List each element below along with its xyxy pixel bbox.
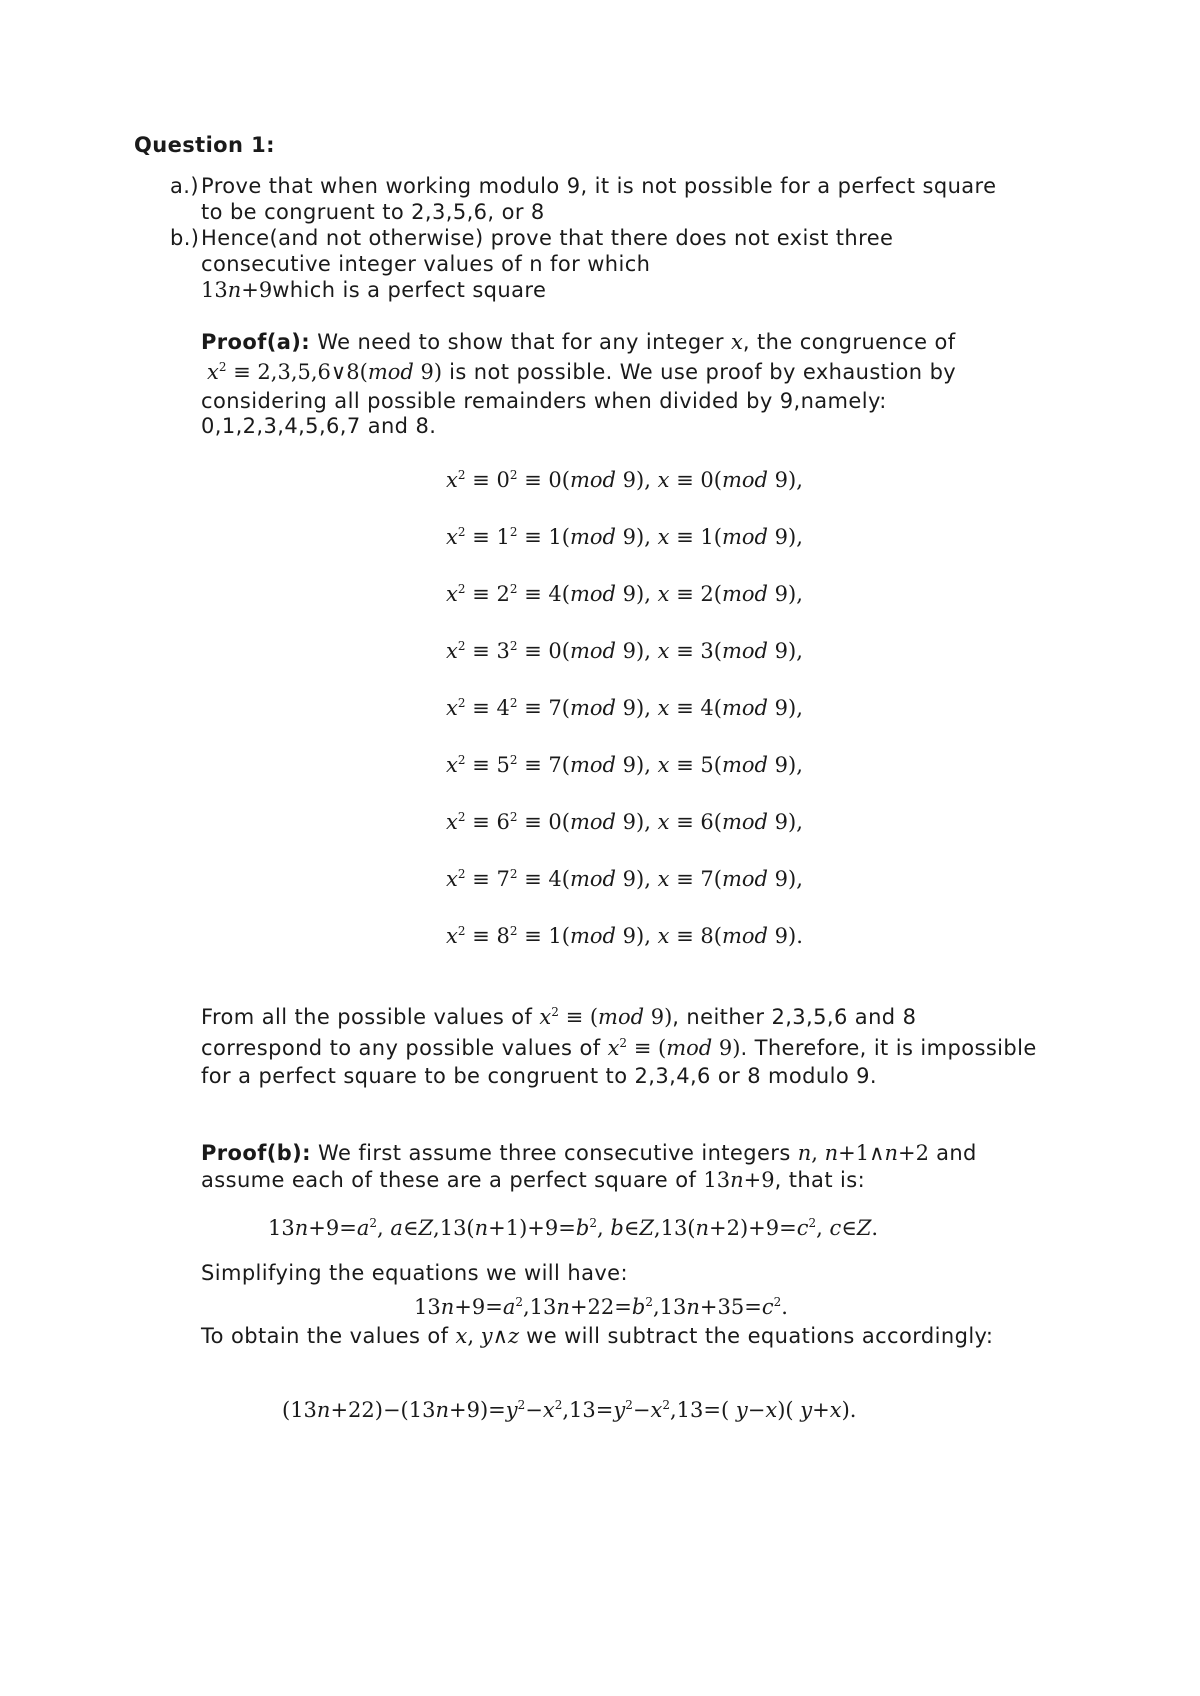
part-b-line-3: 13n+9which is a perfect square: [201, 278, 547, 302]
proof-a-conclusion-3: for a perfect square to be congruent to 2,3,4,6 or 8 modulo 9.: [201, 1064, 877, 1088]
part-a-line-1: Prove that when working modulo 9, it is not possible for a perfect square: [201, 174, 997, 198]
proof-b-obtain: To obtain the values of x, y∧z we will subtract the equations accordingly:: [201, 1324, 994, 1348]
proof-a-intro-2: $x^2$ ≡ 2,3,5,6∨8(mod 9) is not possible. We use proof by exhaustion by: [207, 360, 957, 384]
square-congruence-row: $x^2 \equiv 4^2 \equiv 7(mod$ 9), x ≡ 4(mod 9),: [446, 696, 803, 720]
equation-subtraction: $(13n+22)-(13n+9)=y^2-x^2,13=y^2-x^2,13=$( y−x)( y+x).: [282, 1398, 857, 1422]
proof-a-intro-3: considering all possible remainders when divided by 9,namely:: [201, 389, 887, 413]
square-congruence-row: $x^2 \equiv 0^2 \equiv 0(mod$ 9), x ≡ 0(mod 9),: [446, 468, 803, 492]
proof-b-intro-1: Proof(b): We first assume three consecutive integers n, n+1∧n+2 and: [201, 1141, 977, 1165]
proof-b-simplify: Simplifying the equations we will have:: [201, 1261, 628, 1285]
square-congruence-row: $x^2 \equiv 7^2 \equiv 4(mod$ 9), x ≡ 7(mod 9),: [446, 867, 803, 891]
part-a-line-2: to be congruent to 2,3,5,6, or 8: [201, 200, 545, 224]
square-congruence-row: $x^2 \equiv 6^2 \equiv 0(mod$ 9), x ≡ 6(mod 9),: [446, 810, 803, 834]
part-b-line-2: consecutive integer values of n for which: [201, 252, 651, 276]
proof-a-conclusion-1: From all the possible values of $x^2 \equiv (mod$ 9), neither 2,3,5,6 and 8: [201, 1005, 917, 1029]
square-congruence-row: $x^2 \equiv 2^2 \equiv 4(mod$ 9), x ≡ 2(mod 9),: [446, 582, 803, 606]
proof-a-intro-4: 0,1,2,3,4,5,6,7 and 8.: [201, 414, 437, 438]
proof-b-intro-2: assume each of these are a perfect square of 13n+9, that is:: [201, 1168, 866, 1192]
square-congruence-row: $x^2 \equiv 8^2 \equiv 1(mod$ 9), x ≡ 8(mod 9).: [446, 924, 803, 948]
question-heading: Question 1:: [134, 133, 275, 157]
proof-a-label: Proof(a):: [201, 330, 311, 354]
square-congruence-row: $x^2 \equiv 1^2 \equiv 1(mod$ 9), x ≡ 1(mod 9),: [446, 525, 803, 549]
proof-b-label: Proof(b):: [201, 1141, 311, 1165]
part-b-line-1: Hence(and not otherwise) prove that there does not exist three: [201, 226, 894, 250]
part-a-label: a.): [170, 174, 199, 198]
square-congruence-row: $x^2 \equiv 3^2 \equiv 0(mod$ 9), x ≡ 3(mod 9),: [446, 639, 803, 663]
equation-perfect-squares: $13n+9=a^2$, $a\in Z,13(n+1)+9=b^2$, $b\in Z,13(n+2)+9=c^2$, c∈Z.: [268, 1216, 879, 1240]
proof-a-conclusion-2: correspond to any possible values of $x^2 \equiv (mod$ 9). Therefore, it is impossible: [201, 1036, 1037, 1060]
equation-simplified: $13n+9=a^2,13n+22=b^2,13n+35=c^2$.: [414, 1295, 788, 1319]
proof-a-intro-1: Proof(a): We need to show that for any integer x, the congruence of: [201, 330, 956, 354]
part-b-label: b.): [170, 226, 200, 250]
square-congruence-row: $x^2 \equiv 5^2 \equiv 7(mod$ 9), x ≡ 5(mod 9),: [446, 753, 803, 777]
